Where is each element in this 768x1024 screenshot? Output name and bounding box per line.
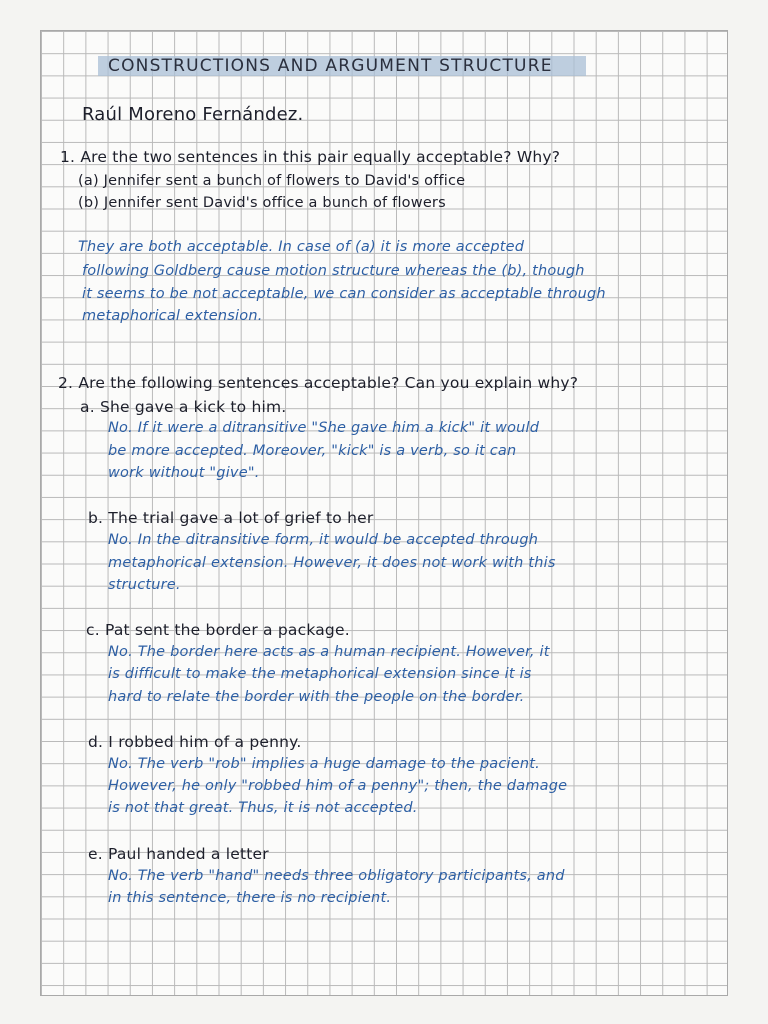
sentence-2c: c. Pat sent the border a package. [86,621,350,639]
answer-1-line: They are both acceptable. In case of (a) it is more accepted [78,239,525,255]
answer-2d-line: No. The verb "rob" implies a huge damage to the pacient. [108,756,540,772]
answer-1-line: metaphorical extension. [82,308,263,324]
sentence-1a: (a) Jennifer sent a bunch of flowers to David's office [78,173,466,189]
answer-2a-line: be more accepted. Moreover, "kick" is a verb, so it can [108,443,517,459]
answer-2c-line: is difficult to make the metaphorical extension since it is [108,666,532,682]
answer-1-line: it seems to be not acceptable, we can consider as acceptable through [82,286,606,302]
answer-2a-line: work without "give". [108,465,260,481]
author-name: Raúl Moreno Fernández. [82,104,304,125]
answer-2b-line: structure. [108,577,181,593]
answer-2b-line: metaphorical extension. However, it does not work with this [108,555,556,571]
answer-2d-line: is not that great. Thus, it is not accepted. [108,800,418,816]
sentence-2b: b. The trial gave a lot of grief to her [88,509,374,527]
sentence-2e: e. Paul handed a letter [88,845,269,863]
answer-2e-line: in this sentence, there is no recipient. [108,890,392,906]
page-title: CONSTRUCTIONS AND ARGUMENT STRUCTURE [108,56,553,76]
answer-2b-line: No. In the ditransitive form, it would be accepted through [108,532,539,548]
question-2: 2. Are the following sentences acceptable? Can you explain why? [58,374,579,392]
sentence-1b: (b) Jennifer sent David's office a bunch of flowers [78,195,446,211]
answer-2c-line: hard to relate the border with the people on the border. [108,689,525,705]
question-1: 1. Are the two sentences in this pair equally acceptable? Why? [60,148,561,166]
answer-1-line: following Goldberg cause motion structure whereas the (b), though [82,263,585,279]
sentence-2d: d. I robbed him of a penny. [88,733,302,751]
answer-2a-line: No. If it were a ditransitive "She gave him a kick" it would [108,420,540,436]
answer-2d-line: However, he only "robbed him of a penny"; then, the damage [108,778,568,794]
sentence-2a: a. She gave a kick to him. [80,398,287,416]
answer-2e-line: No. The verb "hand" needs three obligatory participants, and [108,868,565,884]
answer-2c-line: No. The border here acts as a human recipient. However, it [108,644,550,660]
